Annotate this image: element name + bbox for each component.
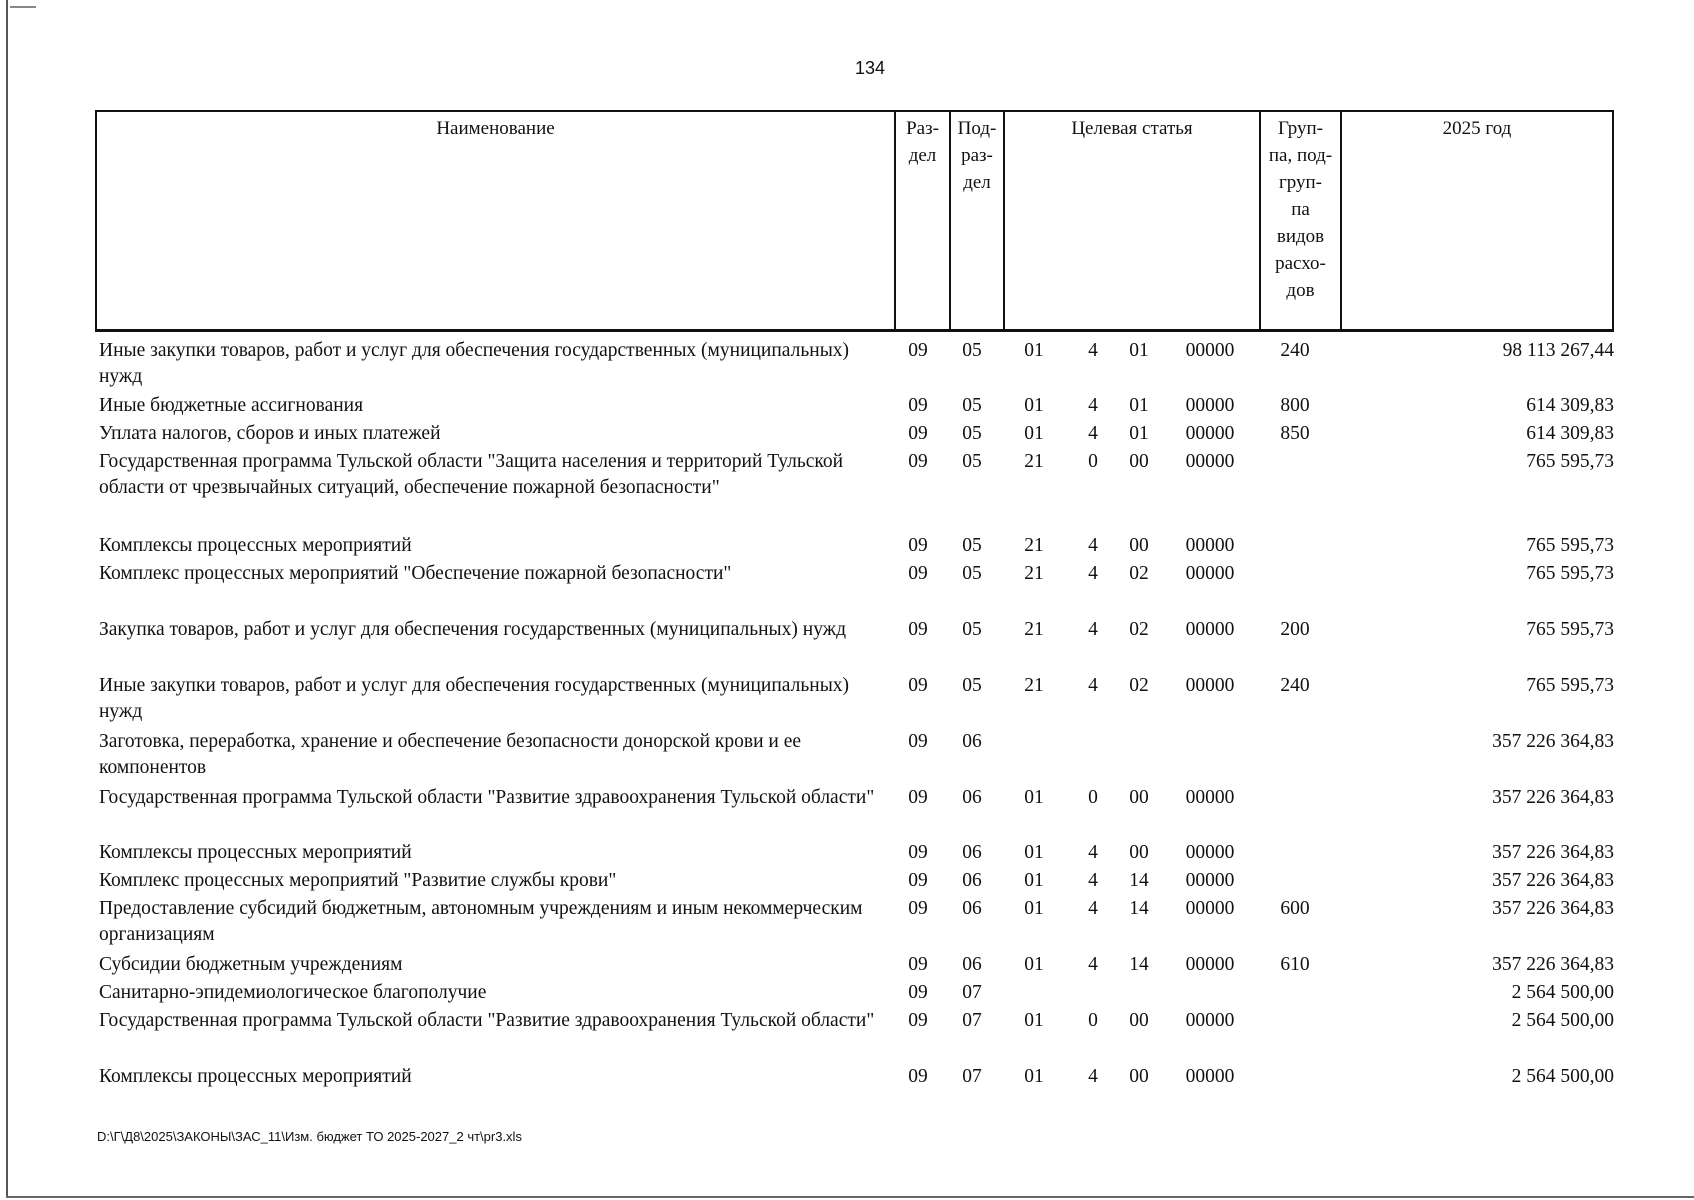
row-target-element: 02	[1129, 563, 1149, 584]
row-target-program: 21	[1024, 619, 1044, 640]
row-group: 240	[1280, 340, 1310, 361]
row-name: Комплексы процессных мероприятий	[99, 842, 412, 863]
page-number: 134	[854, 58, 886, 78]
row-target-direction: 00000	[1185, 563, 1235, 584]
row-target-type: 4	[1088, 563, 1098, 584]
row-target-type: 4	[1088, 535, 1098, 556]
row-target-direction: 00000	[1185, 870, 1235, 891]
row-razdel: 09	[908, 1066, 928, 1087]
row-target-type: 4	[1088, 1066, 1098, 1087]
row-razdel: 09	[908, 954, 928, 975]
header-target	[1003, 112, 1259, 329]
row-razdel: 09	[908, 563, 928, 584]
row-group: 200	[1280, 619, 1310, 640]
row-amount: 357 226 364,83	[1492, 731, 1614, 752]
row-podrazdel: 07	[962, 1066, 982, 1087]
row-target-program: 01	[1024, 954, 1044, 975]
header-group-line: расхо-	[1275, 253, 1326, 274]
row-name: Иные закупки товаров, работ и услуг для обеспечения государственных (муниципальных) нужд	[99, 340, 850, 387]
row-target-type: 4	[1088, 395, 1098, 416]
row-target-direction: 00000	[1185, 340, 1235, 361]
row-name: Заготовка, переработка, хранение и обеспечение безопасности донорской крови и ее компонентов	[99, 731, 802, 778]
row-target-type: 4	[1088, 898, 1098, 919]
row-name: Государственная программа Тульской области "Защита населения и территорий Тульской области от чрезвычайных ситуаций, обеспечение пожарной безопасности"	[99, 451, 844, 498]
row-target-direction: 00000	[1185, 954, 1235, 975]
row-amount: 98 113 267,44	[1502, 340, 1614, 361]
row-group: 610	[1280, 954, 1310, 975]
row-target-element: 00	[1129, 1010, 1149, 1031]
row-podrazdel: 05	[962, 619, 982, 640]
row-target-direction: 00000	[1185, 423, 1235, 444]
row-name: Государственная программа Тульской области "Развитие здравоохранения Тульской области"	[99, 1010, 875, 1031]
row-target-direction: 00000	[1185, 675, 1235, 696]
row-target-program: 21	[1024, 675, 1044, 696]
row-amount: 765 595,73	[1526, 675, 1614, 696]
row-podrazdel: 06	[962, 954, 982, 975]
row-razdel: 09	[908, 395, 928, 416]
row-amount: 765 595,73	[1526, 619, 1614, 640]
row-podrazdel: 05	[962, 451, 982, 472]
row-podrazdel: 07	[962, 1010, 982, 1031]
row-target-direction: 00000	[1185, 1066, 1235, 1087]
row-target-type: 4	[1088, 423, 1098, 444]
row-razdel: 09	[908, 982, 928, 1003]
file-path: D:\Г\Д8\2025\ЗАКОНЫ\ЗАС_11\Изм. бюджет ТО 2025-2027_2 чт\pr3.xls	[97, 1129, 522, 1144]
row-name: Комплекс процессных мероприятий "Развитие службы крови"	[99, 870, 617, 891]
row-amount: 765 595,73	[1526, 535, 1614, 556]
row-target-program: 01	[1024, 1010, 1044, 1031]
row-target-program: 01	[1024, 898, 1044, 919]
row-target-element: 00	[1129, 535, 1149, 556]
row-amount: 357 226 364,83	[1492, 954, 1614, 975]
page-frame-left	[6, 0, 8, 1198]
row-name: Комплексы процессных мероприятий	[99, 1066, 412, 1087]
row-razdel: 09	[908, 340, 928, 361]
row-podrazdel: 05	[962, 395, 982, 416]
row-razdel: 09	[908, 423, 928, 444]
row-target-program: 01	[1024, 1066, 1044, 1087]
header-year	[1340, 112, 1612, 329]
row-target-program: 01	[1024, 423, 1044, 444]
row-group: 800	[1280, 395, 1310, 416]
row-target-element: 02	[1129, 619, 1149, 640]
row-target-element: 01	[1129, 423, 1149, 444]
header-podrazdel-line: раз-	[961, 145, 993, 166]
row-target-program: 21	[1024, 535, 1044, 556]
row-target-program: 21	[1024, 563, 1044, 584]
page-frame-bottom	[6, 1196, 1694, 1198]
row-name: Иные бюджетные ассигнования	[99, 395, 364, 416]
header-group-line: видов	[1276, 226, 1325, 247]
row-amount: 614 309,83	[1526, 423, 1614, 444]
row-podrazdel: 06	[962, 787, 982, 808]
row-name: Комплекс процессных мероприятий "Обеспечение пожарной безопасности"	[99, 563, 732, 584]
row-name: Санитарно-эпидемиологическое благополучие	[99, 982, 487, 1003]
row-podrazdel: 05	[962, 563, 982, 584]
row-target-program: 21	[1024, 451, 1044, 472]
row-target-direction: 00000	[1185, 898, 1235, 919]
header-group-line: Груп-	[1277, 118, 1324, 139]
row-razdel: 09	[908, 898, 928, 919]
header-razdel	[894, 112, 949, 329]
row-name: Иные закупки товаров, работ и услуг для обеспечения государственных (муниципальных) нужд	[99, 675, 850, 722]
row-amount: 2 564 500,00	[1511, 982, 1614, 1003]
row-razdel: 09	[908, 535, 928, 556]
header-podrazdel-line: Под-	[957, 118, 997, 139]
header-name-text: Наименование	[436, 118, 555, 139]
row-target-element: 00	[1129, 787, 1149, 808]
row-target-type: 4	[1088, 340, 1098, 361]
row-target-element: 14	[1129, 954, 1149, 975]
row-target-element: 00	[1129, 1066, 1149, 1087]
row-target-type: 4	[1088, 675, 1098, 696]
row-name: Государственная программа Тульской области "Развитие здравоохранения Тульской области"	[99, 787, 875, 808]
header-group-line: дов	[1286, 280, 1315, 301]
row-razdel: 09	[908, 1010, 928, 1031]
row-target-element: 14	[1129, 898, 1149, 919]
header-name	[97, 112, 894, 329]
row-target-program: 01	[1024, 870, 1044, 891]
row-razdel: 09	[908, 451, 928, 472]
row-target-element: 14	[1129, 870, 1149, 891]
row-group: 240	[1280, 675, 1310, 696]
row-name: Закупка товаров, работ и услуг для обеспечения государственных (муниципальных) нужд	[99, 619, 847, 640]
row-podrazdel: 06	[962, 870, 982, 891]
row-target-program: 01	[1024, 787, 1044, 808]
row-target-program: 01	[1024, 842, 1044, 863]
row-target-direction: 00000	[1185, 451, 1235, 472]
row-amount: 357 226 364,83	[1492, 898, 1614, 919]
header-year-text: 2025 год	[1442, 118, 1512, 139]
row-name: Субсидии бюджетным учреждениям	[99, 954, 403, 975]
row-target-direction: 00000	[1185, 1010, 1235, 1031]
row-group: 600	[1280, 898, 1310, 919]
row-target-program: 01	[1024, 395, 1044, 416]
header-group-line: па	[1291, 199, 1310, 220]
row-razdel: 09	[908, 842, 928, 863]
row-amount: 357 226 364,83	[1492, 870, 1614, 891]
row-name: Уплата налогов, сборов и иных платежей	[99, 423, 441, 444]
row-target-element: 02	[1129, 675, 1149, 696]
header-group-line: па, под-	[1268, 145, 1333, 166]
row-target-program: 01	[1024, 340, 1044, 361]
row-razdel: 09	[908, 731, 928, 752]
row-target-element: 01	[1129, 340, 1149, 361]
row-amount: 357 226 364,83	[1492, 842, 1614, 863]
row-podrazdel: 05	[962, 423, 982, 444]
header-podrazdel-line: дел	[963, 172, 991, 193]
row-group: 850	[1280, 423, 1310, 444]
row-podrazdel: 07	[962, 982, 982, 1003]
row-razdel: 09	[908, 675, 928, 696]
row-amount: 357 226 364,83	[1492, 787, 1614, 808]
row-podrazdel: 06	[962, 731, 982, 752]
header-target-text: Целевая статья	[1071, 118, 1193, 139]
row-target-direction: 00000	[1185, 535, 1235, 556]
row-target-direction: 00000	[1185, 787, 1235, 808]
row-target-direction: 00000	[1185, 619, 1235, 640]
row-name: Предоставление субсидий бюджетным, автономным учреждениям и иным некоммерческим организациям	[99, 898, 863, 945]
row-target-type: 4	[1088, 619, 1098, 640]
row-target-direction: 00000	[1185, 842, 1235, 863]
row-target-type: 4	[1088, 870, 1098, 891]
row-target-type: 0	[1088, 1010, 1098, 1031]
row-razdel: 09	[908, 787, 928, 808]
row-target-type: 0	[1088, 451, 1098, 472]
header-podrazdel	[949, 112, 1003, 329]
header-razdel-line: Раз-	[906, 118, 939, 139]
row-target-direction: 00000	[1185, 395, 1235, 416]
header-razdel-line: дел	[908, 145, 937, 166]
header-group	[1259, 112, 1340, 329]
row-target-element: 01	[1129, 395, 1149, 416]
row-target-type: 4	[1088, 954, 1098, 975]
row-amount: 765 595,73	[1526, 563, 1614, 584]
row-razdel: 09	[908, 870, 928, 891]
row-podrazdel: 06	[962, 898, 982, 919]
row-amount: 2 564 500,00	[1511, 1066, 1614, 1087]
row-target-element: 00	[1129, 842, 1149, 863]
table-header	[95, 110, 1614, 332]
row-target-type: 4	[1088, 842, 1098, 863]
row-amount: 2 564 500,00	[1511, 1010, 1614, 1031]
row-podrazdel: 05	[962, 340, 982, 361]
row-podrazdel: 06	[962, 842, 982, 863]
header-group-line: груп-	[1278, 172, 1323, 193]
row-name: Комплексы процессных мероприятий	[99, 535, 412, 556]
row-amount: 765 595,73	[1526, 451, 1614, 472]
row-podrazdel: 05	[962, 535, 982, 556]
page-frame-corner	[10, 6, 36, 8]
row-target-type: 0	[1088, 787, 1098, 808]
row-amount: 614 309,83	[1526, 395, 1614, 416]
row-podrazdel: 05	[962, 675, 982, 696]
row-target-element: 00	[1129, 451, 1149, 472]
row-razdel: 09	[908, 619, 928, 640]
